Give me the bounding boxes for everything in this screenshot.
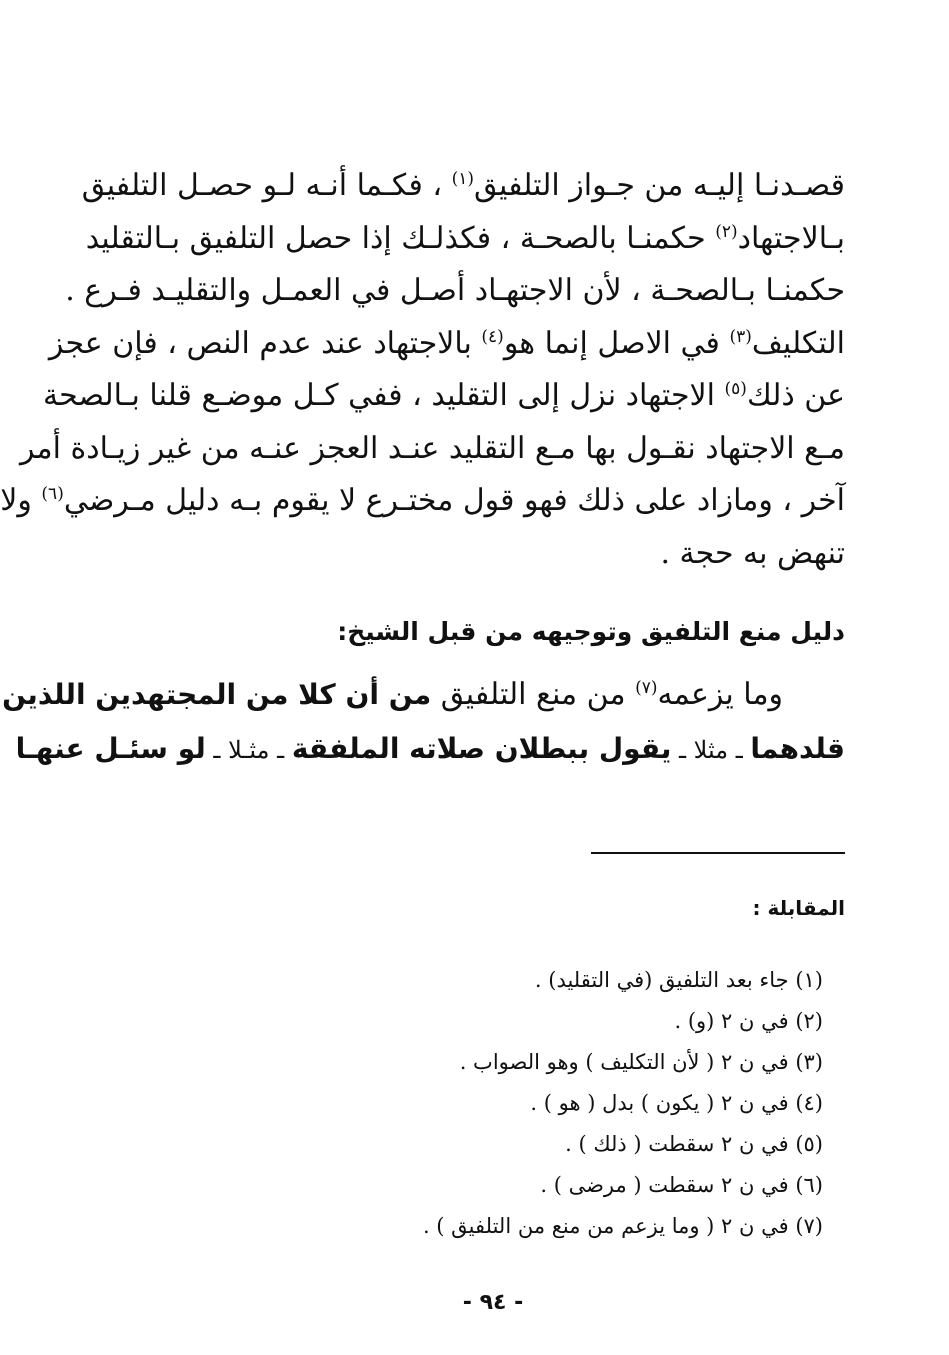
section-heading: دليل منع التلفيق وتوجيهه من قبل الشيخ: xyxy=(337,617,845,646)
emphasized-text: قلدهما xyxy=(750,732,845,765)
second-paragraph xyxy=(2,668,845,777)
emphasized-text: لو سئـل عنهـا xyxy=(15,732,206,765)
emphasized-text: يقول ببطلان صلاته الملفقة xyxy=(291,732,672,765)
text-line: مـع الاجتهاد نقـول بها مـع التقليد عنـد العجز عنـه من غير زيـادة أمر xyxy=(20,430,845,466)
footnote-ref[interactable]: (١) xyxy=(451,169,474,189)
footnote-item: (٧) في ن ٢ ( وما يزعم من منع من التلفيق ) . xyxy=(422,1214,823,1238)
footnote-ref[interactable]: (٥) xyxy=(724,379,747,399)
text-line: قصـدنـا إليـه من جـواز التلفيق$^{(١)}$ ، فكـما أنـه لـو حصـل التلفيق xyxy=(81,168,845,203)
body-paragraph xyxy=(0,160,845,580)
text-line: حكمنـا بـالصحـة ، لأن الاجتهـاد أصـل في العمـل والتقليـد فـرع . xyxy=(65,273,845,308)
emphasized-text: من أن كلا من المجتهدين اللذين xyxy=(2,678,432,711)
footnote-item: (٤) في ن ٢ ( يكون ) بدل ( هو ) . xyxy=(530,1091,823,1115)
footnote-ref[interactable]: (٣) xyxy=(729,326,752,347)
text-line: التكليف$^{(٣)}$ في الاصل إنما هو$^{(٤)}$ بالاجتهاد عند عدم النص ، فإن عجز xyxy=(48,325,845,361)
footnote-separator xyxy=(591,852,845,854)
page-number: - ٩٤ - xyxy=(462,1290,524,1315)
footnote-ref[interactable]: (٦) xyxy=(41,484,64,504)
text-line: عن ذلك$^{(٥)}$ الاجتهاد نزل إلى التقليد ، ففي كـل موضـع قلنا بـالصحة xyxy=(43,378,845,413)
text-line: قلدهما ـ مثلا ـ يقول ببطلان صلاته الملفقة ـ مثـلا ـ لو سئـل عنهـا xyxy=(15,732,845,765)
footnote-item: (٣) في ن ٢ ( لأن التكليف ) وهو الصواب . xyxy=(459,1050,823,1074)
footnote-item: (١) جاء بعد التلفيق (في التقليد) . xyxy=(534,968,823,992)
footnote-ref[interactable]: (٢) xyxy=(715,221,738,242)
text-line: وما يزعمه$^{(٧)}$ من منع التلفيق من أن كلا من المجتهدين اللذين xyxy=(2,677,783,712)
text-line: تنهض به حجة . xyxy=(660,535,845,571)
footnotes-heading: المقابلة : xyxy=(752,896,845,920)
footnote-ref[interactable]: (٤) xyxy=(481,326,504,347)
footnote-item: (٢) في ن ٢ (و) . xyxy=(674,1009,823,1033)
text-line: آخر ، ومازاد على ذلك فهو قول مختـرع لا يقوم بـه دليل مـرضي$^{(٦)}$ ولا xyxy=(0,483,845,518)
footnote-item: (٦) في ن ٢ سقطت ( مرضى ) . xyxy=(540,1173,823,1197)
text-line: بـالاجتهاد$^{(٢)}$ حكمنـا بالصحـة ، فكذلـك إذا حصل التلفيق بـالتقليد xyxy=(85,220,845,256)
footnote-ref[interactable]: (٧) xyxy=(635,678,658,698)
footnote-item: (٥) في ن ٢ سقطت ( ذلك ) . xyxy=(565,1132,823,1156)
footnotes-list xyxy=(423,960,823,1247)
